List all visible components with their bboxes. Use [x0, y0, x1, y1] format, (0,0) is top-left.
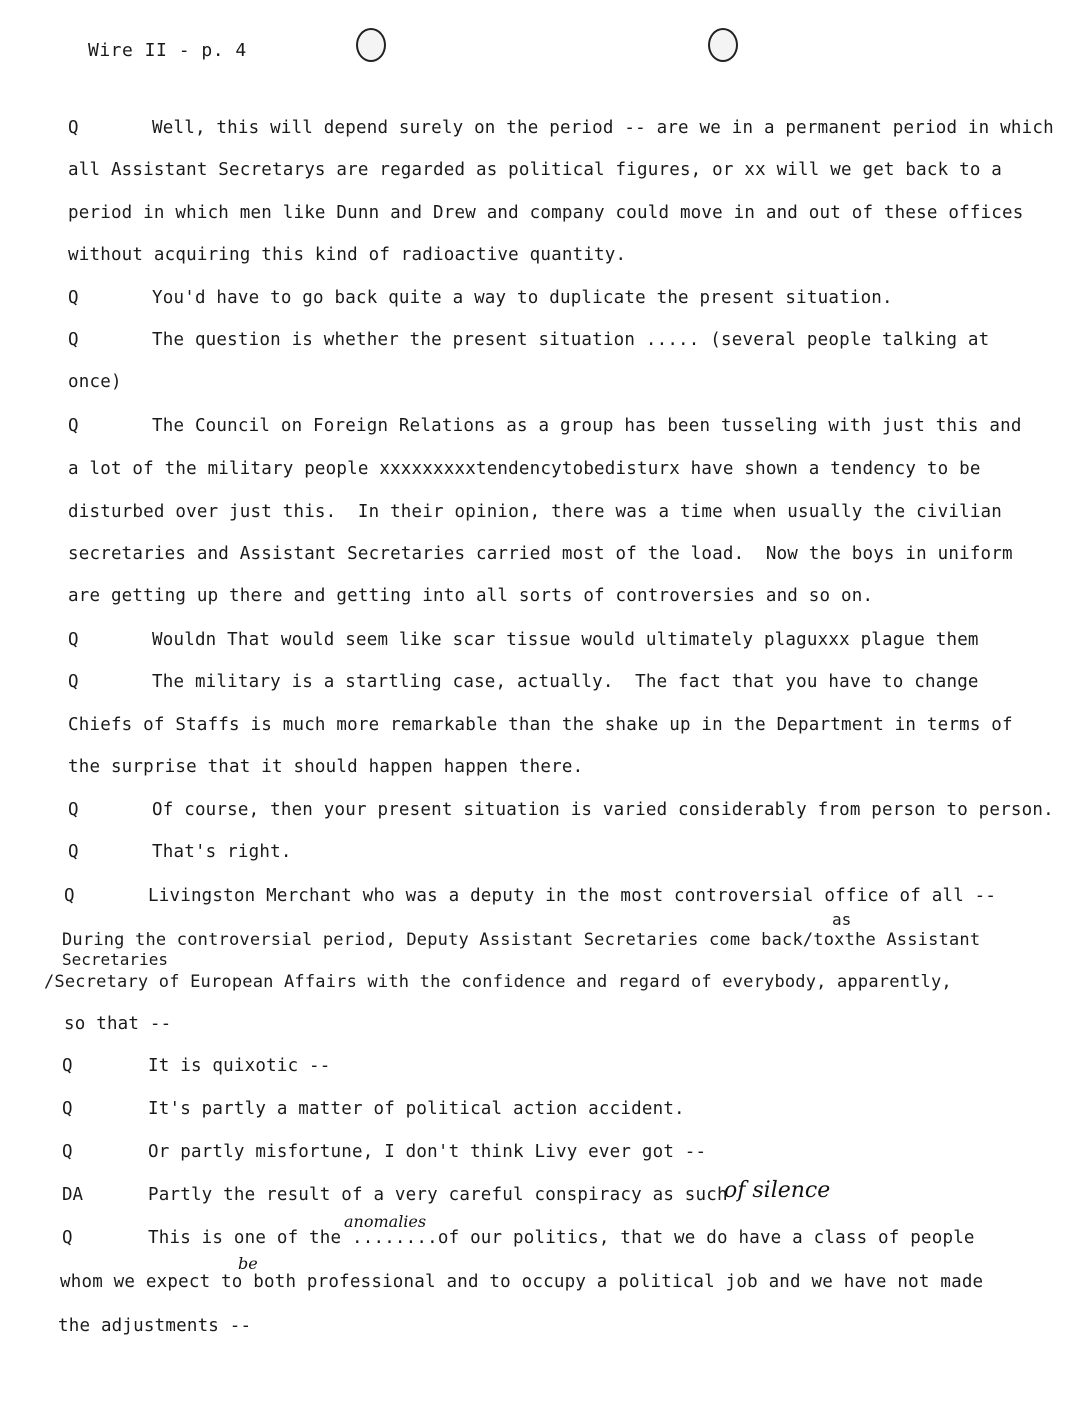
transcript-line: a lot of the military people xxxxxxxxxtendencytobedisturx have shown a tendency to be: [68, 459, 981, 479]
speaker-label: Q: [68, 288, 79, 308]
transcript-line: You'd have to go back quite a way to duplicate the present situation.: [152, 288, 893, 308]
speaker-label: Q: [68, 118, 79, 138]
transcript-line: secretaries and Assistant Secretaries carried most of the load. Now the boys in uniform: [68, 544, 1013, 564]
speaker-label: Q: [68, 330, 79, 350]
transcript-line: without acquiring this kind of radioactive quantity.: [68, 245, 627, 265]
speaker-label: Q: [62, 1142, 73, 1162]
transcript-line: disturbed over just this. In their opinion, there was a time when usually the civilian: [68, 502, 1003, 522]
transcript-line: This is one of the ........of our politics, that we do have a class of people: [148, 1228, 975, 1248]
handwritten-insertion: of silence: [724, 1178, 831, 1203]
transcript-line: It is quixotic --: [148, 1056, 331, 1076]
transcript-line: the adjustments --: [58, 1316, 252, 1336]
transcript-line: That's right.: [152, 842, 292, 862]
speaker-label: Q: [68, 842, 79, 862]
transcript-line: so that --: [64, 1014, 172, 1034]
transcript-line: Or partly misfortune, I don't think Livy ever got --: [148, 1142, 707, 1162]
transcript-line: all Assistant Secretarys are regarded as political figures, or xx will we get back to a: [68, 160, 1003, 180]
speaker-label: DA: [62, 1185, 84, 1205]
transcript-line: whom we expect to both professional and to occupy a political job and we have not made: [60, 1272, 984, 1292]
transcript-line: the surprise that it should happen happen there.: [68, 757, 584, 777]
transcript-line: Chiefs of Staffs is much more remarkable than the shake up in the Department in terms of: [68, 715, 1013, 735]
speaker-label: Q: [68, 672, 79, 692]
speaker-label: Q: [68, 630, 79, 650]
punch-hole: [356, 28, 386, 62]
page-header: Wire II - p. 4: [88, 40, 247, 61]
transcript-line: /Secretary of European Affairs with the confidence and regard of everybody, apparently,: [44, 972, 952, 992]
transcript-line: period in which men like Dunn and Drew and company could move in and out of these offices: [68, 203, 1024, 223]
transcript-line: During the controversial period, Deputy Assistant Secretaries come back/toxthe Assistant: [62, 930, 981, 950]
transcript-line: Of course, then your present situation is varied considerably from person to person.: [152, 800, 1054, 820]
transcript-line: It's partly a matter of political action accident.: [148, 1099, 685, 1119]
handwritten-insertion: anomalies: [344, 1212, 427, 1231]
speaker-label: Q: [62, 1099, 73, 1119]
transcript-line: Well, this will depend surely on the period -- are we in a permanent period in which: [152, 118, 1054, 138]
speaker-label: Q: [62, 1056, 73, 1076]
handwritten-insertion: be: [238, 1254, 258, 1273]
transcript-line: are getting up there and getting into all sorts of controversies and so on.: [68, 586, 874, 606]
typed-insertion: as: [832, 910, 852, 929]
speaker-label: Q: [64, 886, 75, 906]
speaker-label: Q: [68, 800, 79, 820]
transcript-line: The military is a startling case, actually. The fact that you have to change: [152, 672, 979, 692]
speaker-label: Q: [62, 1228, 73, 1248]
transcript-line: Wouldn That would seem like scar tissue would ultimately plaguxxx plague them: [152, 630, 979, 650]
punch-hole: [708, 28, 738, 62]
transcript-line: Partly the result of a very careful conspiracy as such: [148, 1185, 728, 1205]
transcript-line: Livingston Merchant who was a deputy in the most controversial office of all --: [148, 886, 997, 906]
typed-insertion: Secretaries: [62, 950, 168, 969]
transcript-line: The Council on Foreign Relations as a group has been tusseling with just this and: [152, 416, 1022, 436]
transcript-line: once): [68, 372, 122, 392]
transcript-line: The question is whether the present situation ..... (several people talking at: [152, 330, 990, 350]
speaker-label: Q: [68, 416, 79, 436]
